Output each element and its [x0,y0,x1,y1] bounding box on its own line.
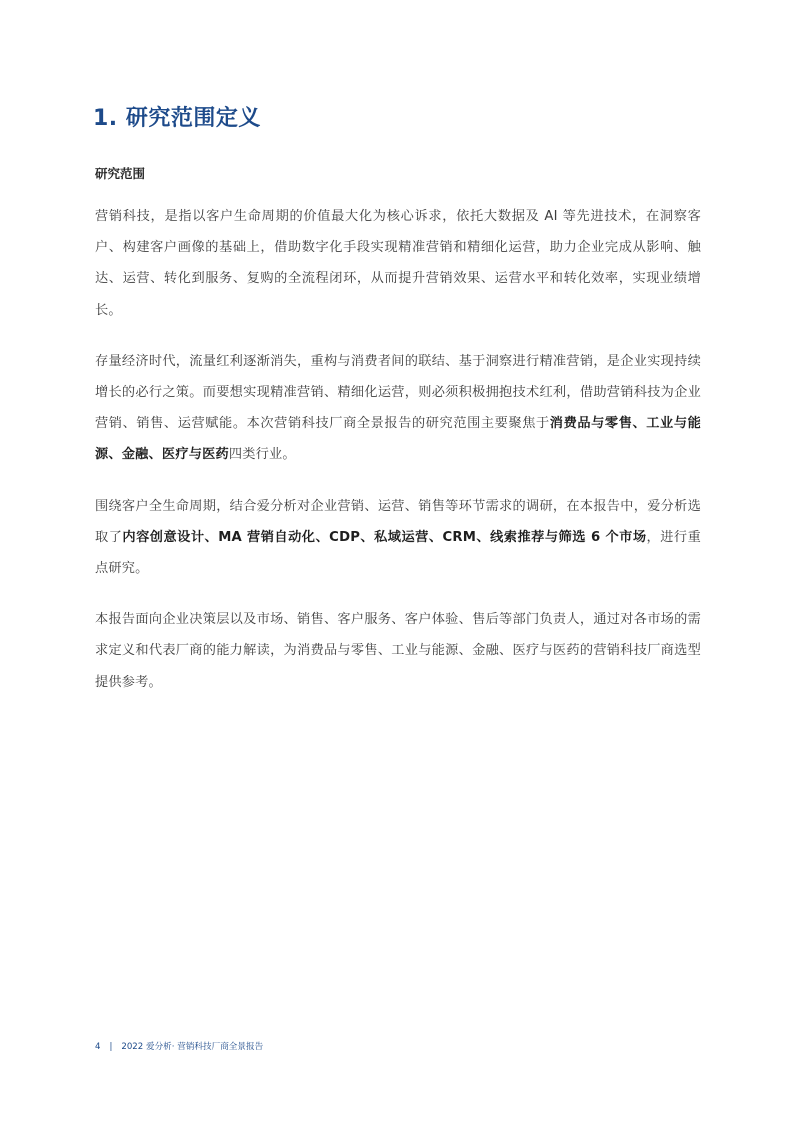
paragraph-text: 围绕客户全生命周期，结合爱分析对企业营销、运营、销售等环节需求的调研，在本报告中，爱分析选取了 [95,498,701,545]
paragraph-2 [95,346,701,471]
report-name: 2022 爱分析· 营销科技厂商全景报告 [121,1042,264,1052]
page-footer [95,1040,263,1052]
paragraph-text: 营销科技，是指以客户生命周期的价值最大化为核心诉求，依托大数据及 AI 等先进技术，在洞察客户、构建客户画像的基础上，借助数字化手段实现精准营销和精细化运营，助力企业完成从影响、触达、运营、转化到服务、复购的全流程闭环，从而提升营销效果、运营水平和转化效率，实现业绩增长。 [95,209,701,318]
section-heading: 研究范围 [95,166,146,181]
paragraph-1 [95,201,701,326]
paragraph-text: ，进行重点研究。 [95,529,702,577]
highlight-industries: 消费品与零售、工业与能源、金融、医疗与医药 [95,416,701,463]
paragraph-3 [95,491,701,585]
paragraph-text: 四类行业。 [228,447,296,463]
paragraph-4 [95,604,701,698]
page-title: 1. 研究范围定义 [93,106,261,131]
page-number: 4 [95,1042,101,1052]
body-text [95,201,701,718]
highlight-markets: 内容创意设计、MA 营销自动化、CDP、私域运营、CRM、线索推荐与筛选 6 个市场 [122,529,647,545]
paragraph-text: 本报告面向企业决策层以及市场、销售、客户服务、客户体验、售后等部门负责人，通过对各市场的需求定义和代表厂商的能力解读，为消费品与零售、工业与能源、金融、医疗与医药的营销科技厂商选型提供参考。 [95,612,701,690]
footer-separator: | [109,1042,113,1052]
paragraph-text: 存量经济时代，流量红利逐渐消失，重构与消费者间的联结、基于洞察进行精准营销，是企业实现持续增长的必行之策。而要想实现精准营销、精细化运营，则必须积极拥抱技术红利，借助营销科技为企业营销、销售、运营赋能。本次营销科技厂商全景报告的研究范围主要聚焦于 [95,353,701,432]
